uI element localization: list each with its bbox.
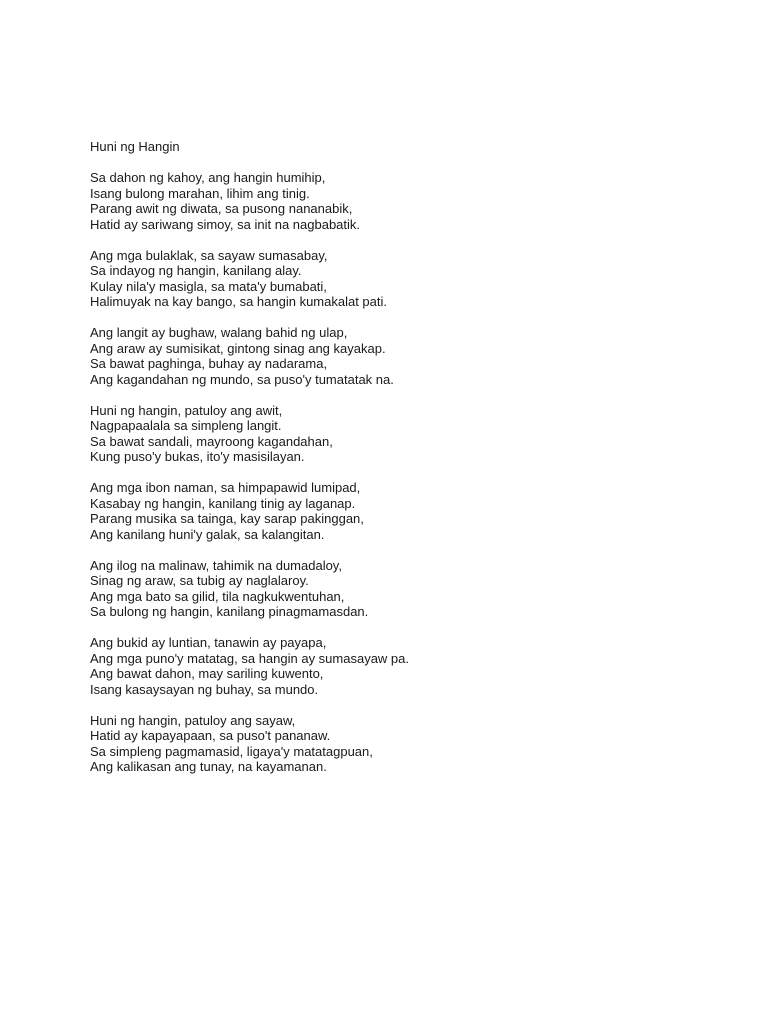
stanza-line: Ang ilog na malinaw, tahimik na dumadaloy, bbox=[90, 557, 342, 573]
stanza-line: Ang bawat dahon, may sariling kuwento, bbox=[90, 666, 324, 681]
stanza-line: Sa bawat sandali, mayroong kagandahan, bbox=[90, 433, 333, 449]
stanza-2 bbox=[90, 248, 730, 310]
stanza-line: Ang araw ay sumisikat, gintong sinag ang kayakap. bbox=[90, 340, 386, 356]
stanza-line: Parang musika sa tainga, kay sarap pakinggan, bbox=[90, 511, 364, 526]
document-page bbox=[90, 139, 730, 790]
stanza-6 bbox=[90, 558, 730, 620]
stanza-line: Sa bulong ng hangin, kanilang pinagmamasdan. bbox=[90, 604, 369, 619]
stanza-line: Kung puso'y bukas, ito'y masisilayan. bbox=[90, 449, 305, 464]
stanza-line: Huni ng hangin, patuloy ang awit, bbox=[90, 402, 283, 418]
stanza-line: Kulay nila'y masigla, sa mata'y bumabati, bbox=[90, 278, 327, 294]
stanza-line: Ang kalikasan ang tunay, na kayamanan. bbox=[90, 759, 327, 774]
stanza-7 bbox=[90, 635, 730, 697]
stanza-line: Ang langit ay bughaw, walang bahid ng ulap, bbox=[90, 325, 348, 340]
stanza-4 bbox=[90, 403, 730, 465]
stanza-line: Parang awit ng diwata, sa pusong nananabik, bbox=[90, 201, 353, 216]
stanza-line: Sinag ng araw, sa tubig ay naglalaroy. bbox=[90, 573, 309, 588]
stanza-line: Hatid ay sariwang simoy, sa init na nagbabatik. bbox=[90, 216, 361, 232]
stanza-3 bbox=[90, 325, 730, 387]
stanza-line: Sa bawat paghinga, buhay ay nadarama, bbox=[90, 356, 328, 371]
stanza-line: Ang mga puno'y matatag, sa hangin ay sumasayaw pa. bbox=[90, 650, 410, 666]
stanza-line: Ang kanilang huni'y galak, sa kalangitan. bbox=[90, 526, 325, 542]
stanza-1 bbox=[90, 170, 730, 232]
stanza-8 bbox=[90, 713, 730, 775]
stanza-line: Isang kasaysayan ng buhay, sa mundo. bbox=[90, 681, 319, 697]
stanza-line: Ang bukid ay luntian, tanawin ay payapa, bbox=[90, 635, 327, 650]
stanza-line: Ang kagandahan ng mundo, sa puso'y tumatatak na. bbox=[90, 371, 394, 387]
stanza-line: Isang bulong marahan, lihim ang tinig. bbox=[90, 185, 310, 201]
stanza-line: Sa simpleng pagmamasid, ligaya'y matatagpuan, bbox=[90, 743, 373, 759]
stanza-line: Kasabay ng hangin, kanilang tinig ay laganap. bbox=[90, 495, 356, 511]
stanza-line: Halimuyak na kay bango, sa hangin kumakalat pati. bbox=[90, 294, 388, 309]
stanza-line: Nagpapaalala sa simpleng langit. bbox=[90, 418, 282, 433]
stanza-line: Huni ng hangin, patuloy ang sayaw, bbox=[90, 712, 296, 728]
stanza-line: Sa indayog ng hangin, kanilang alay. bbox=[90, 263, 302, 278]
stanza-line: Ang mga bulaklak, sa sayaw sumasabay, bbox=[90, 247, 328, 263]
stanza-line: Ang mga ibon naman, sa himpapawid lumipad, bbox=[90, 480, 361, 495]
stanza-5 bbox=[90, 480, 730, 542]
stanza-line: Ang mga bato sa gilid, tila nagkukwentuhan, bbox=[90, 588, 345, 604]
stanza-line: Sa dahon ng kahoy, ang hangin humihip, bbox=[90, 170, 326, 185]
stanza-line: Hatid ay kapayapaan, sa puso't pananaw. bbox=[90, 728, 331, 743]
poem-title: Huni ng Hangin bbox=[90, 139, 180, 154]
